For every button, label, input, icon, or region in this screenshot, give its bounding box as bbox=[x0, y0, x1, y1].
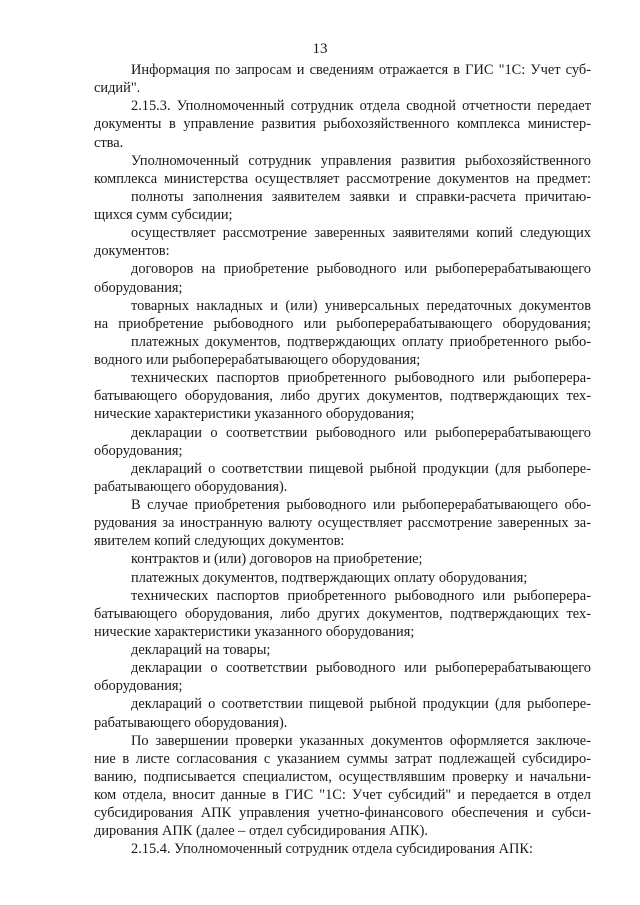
text-line: водного или рыбоперерабатывающего оборудования; bbox=[94, 352, 421, 368]
text-line: декларации о соответствии рыбоводного или рыбоперерабатывающего bbox=[131, 424, 591, 441]
text-line: оборудования; bbox=[94, 678, 183, 695]
text-line: оборудования; bbox=[94, 442, 183, 459]
text-line: ком отдела, вносит данные в ГИС "1С: Учет субсидий" и передается в отдел bbox=[94, 787, 591, 803]
text-line: ванию, подписывается специалистом, осуществлявшим проверку и начальни- bbox=[94, 768, 591, 785]
text-line: Уполномоченный сотрудник управления развития рыбохозяйственного bbox=[131, 152, 591, 169]
text-line: технических паспортов приобретенного рыбоводного или рыбоперера- bbox=[131, 587, 591, 604]
text-line: дирования АПК (далее – отдел субсидирования АПК). bbox=[94, 823, 428, 840]
document-body bbox=[94, 61, 591, 859]
text-line: Информация по запросам и сведениям отражается в ГИС "1С: Учет суб- bbox=[131, 62, 591, 78]
text-line: щихся сумм субсидии; bbox=[94, 207, 233, 223]
text-line: документы в управление развития рыбохозяйственного комплекса министер- bbox=[94, 116, 591, 133]
text-line: явителем копий следующих документов: bbox=[94, 533, 345, 550]
text-line: полноты заполнения заявителем заявки и справки-расчета причитаю- bbox=[131, 188, 591, 205]
page-number: 13 bbox=[312, 41, 328, 57]
text-line: рабатывающего оборудования). bbox=[94, 714, 288, 731]
text-line: батывающего оборудования, либо других документов, подтверждающих тех- bbox=[94, 388, 591, 405]
text-line: нические характеристики указанного оборудования; bbox=[94, 623, 415, 640]
text-line: декларации о соответствии рыбоводного или рыбоперерабатывающего bbox=[131, 660, 591, 677]
text-line: 2.15.3. Уполномоченный сотрудник отдела сводной отчетности передает bbox=[131, 98, 591, 115]
text-line: платежных документов, подтверждающих оплату приобретенного рыбо- bbox=[131, 333, 591, 350]
text-line: нические характеристики указанного оборудования; bbox=[94, 406, 415, 423]
text-line: платежных документов, подтверждающих оплату оборудования; bbox=[131, 569, 528, 586]
text-line: деклараций о соответствии пищевой рыбной продукции (для рыбопере- bbox=[131, 696, 591, 713]
text-line: деклараций на товары; bbox=[131, 642, 271, 658]
text-line: на приобретение рыбоводного или рыбоперерабатывающего оборудования; bbox=[94, 315, 591, 332]
text-line: По завершении проверки указанных документов оформляется заключе- bbox=[131, 732, 591, 749]
text-line: рудования за иностранную валюту осуществляет рассмотрение заверенных за- bbox=[94, 515, 591, 532]
text-line: комплекса министерства осуществляет рассмотрение документов на предмет: bbox=[94, 170, 591, 187]
text-line: 2.15.4. Уполномоченный сотрудник отдела субсидирования АПК: bbox=[131, 841, 533, 858]
text-line: сидий". bbox=[94, 80, 141, 97]
text-line: оборудования; bbox=[94, 279, 183, 296]
text-line: субсидирования АПК управления учетно-финансового обеспечения и субси- bbox=[94, 805, 591, 822]
text-line: технических паспортов приобретенного рыбоводного или рыбоперера- bbox=[131, 370, 591, 387]
text-line: рабатывающего оборудования). bbox=[94, 478, 288, 495]
text-line: контрактов и (или) договоров на приобретение; bbox=[131, 551, 423, 568]
text-line: документов: bbox=[94, 243, 170, 260]
text-line: ства. bbox=[94, 134, 124, 151]
text-line: деклараций о соответствии пищевой рыбной продукции (для рыбопере- bbox=[131, 460, 591, 477]
text-line: договоров на приобретение рыбоводного или рыбоперерабатывающего bbox=[131, 261, 591, 278]
text-line: В случае приобретения рыбоводного или рыбоперерабатывающего обо- bbox=[131, 497, 591, 513]
text-line: товарных накладных и (или) универсальных передаточных документов bbox=[131, 297, 591, 314]
text-line: осуществляет рассмотрение заверенных заявителями копий следующих bbox=[131, 225, 591, 242]
text-line: ние в листе согласования с указанием суммы затрат подлежащей субсидиро- bbox=[94, 750, 591, 767]
text-line: батывающего оборудования, либо других документов, подтверждающих тех- bbox=[94, 605, 591, 622]
